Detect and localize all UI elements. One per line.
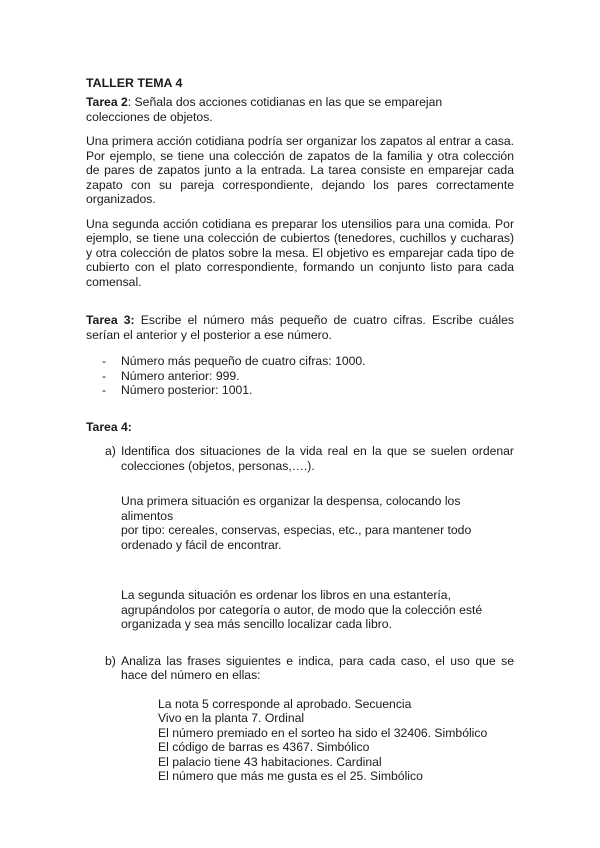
- tarea-2-label: Tarea 2: [86, 95, 128, 109]
- answer-line: Una primera situación es organizar la despensa, colocando los alimentos: [121, 494, 461, 523]
- tarea-3-list: [86, 354, 514, 398]
- answer-line: La segunda situación es ordenar los libros en una estantería,: [121, 588, 451, 602]
- item-a-answer-1: [86, 494, 514, 552]
- tarea-3-section: [86, 313, 514, 398]
- tarea-2-answer-1: Una primera acción cotidiana podría ser organizar los zapatos al entrar a casa. Por ejemplo, se tiene una colección de zapatos de la familia y otra colección de pares de zapatos junto a la entrada. La tarea consiste en emparejar cada zapato con su pareja correspondiente, dejando los pares correctamente organizados.: [86, 134, 514, 206]
- answer-line: organizada y sea más sencillo localizar cada libro.: [121, 617, 392, 631]
- list-item: Vivo en la planta 7. Ordinal: [158, 711, 305, 725]
- tarea-4-item-b: [86, 654, 514, 683]
- number-uses-list: [86, 697, 514, 784]
- list-item: El código de barras es 4367. Simbólico: [158, 740, 370, 754]
- list-item: El número premiado en el sorteo ha sido el 32406. Simbólico: [158, 725, 488, 740]
- list-item: El número que más me gusta es el 25. Simbólico: [158, 769, 423, 783]
- tarea-4-section: [86, 420, 514, 784]
- tarea-4-item-a: [86, 444, 514, 473]
- document-title: TALLER TEMA 4: [86, 76, 183, 90]
- answer-line: por tipo: cereales, conservas, especias, etc., para mantener todo: [121, 523, 472, 537]
- list-item: La nota 5 corresponde al aprobado. Secuencia: [158, 696, 412, 711]
- item-b-marker: b): [105, 653, 116, 668]
- item-a-marker: a): [105, 444, 116, 458]
- tarea-4-label: Tarea 4:: [86, 419, 132, 434]
- item-b-text: Analiza las frases siguientes e indica, para cada caso, el uso que se hace del número en ellas:: [121, 653, 514, 682]
- answer-line: agrupándolos por categoría o autor, de modo que la colección esté: [121, 602, 483, 617]
- item-a-answer-2: [86, 588, 514, 632]
- tarea-2-answer-2: Una segunda acción cotidiana es preparar los utensilios para una comida. Por ejemplo, se tiene una colección de cubiertos (tenedores, cuchillos y cucharas) y otra colección de platos sobre la mesa. El objetivo es emparejar cada tipo de cubierto con el plato correspondiente, formando un conjunto listo para cada comensal.: [86, 216, 514, 289]
- list-item: - Número más pequeño de cuatro cifras: 1000.: [86, 354, 514, 369]
- document-page: [86, 76, 514, 784]
- tarea-2-heading: [86, 95, 514, 110]
- list-item: - Número posterior: 1001.: [86, 383, 514, 398]
- list-item: El palacio tiene 43 habitaciones. Cardinal: [158, 754, 382, 769]
- tarea-3-label: Tarea 3:: [86, 313, 135, 327]
- item-a-text: Identifica dos situaciones de la vida real en la que se suelen ordenar colecciones (objetos, personas,….).: [121, 444, 514, 473]
- tarea-3-prompt: [86, 313, 514, 342]
- tarea-3-text: Escribe el número más pequeño de cuatro cifras. Escribe cuáles serían el anterior y el posterior a ese número.: [86, 313, 514, 342]
- tarea-2-prompt-line-2: colecciones de objetos.: [86, 109, 213, 124]
- tarea-2-prompt-line-1: : Señala dos acciones cotidianas en las que se emparejan: [127, 95, 443, 109]
- answer-line: ordenado y fácil de encontrar.: [121, 537, 282, 552]
- list-item: - Número anterior: 999.: [86, 369, 514, 384]
- tarea-2-section: [86, 95, 514, 289]
